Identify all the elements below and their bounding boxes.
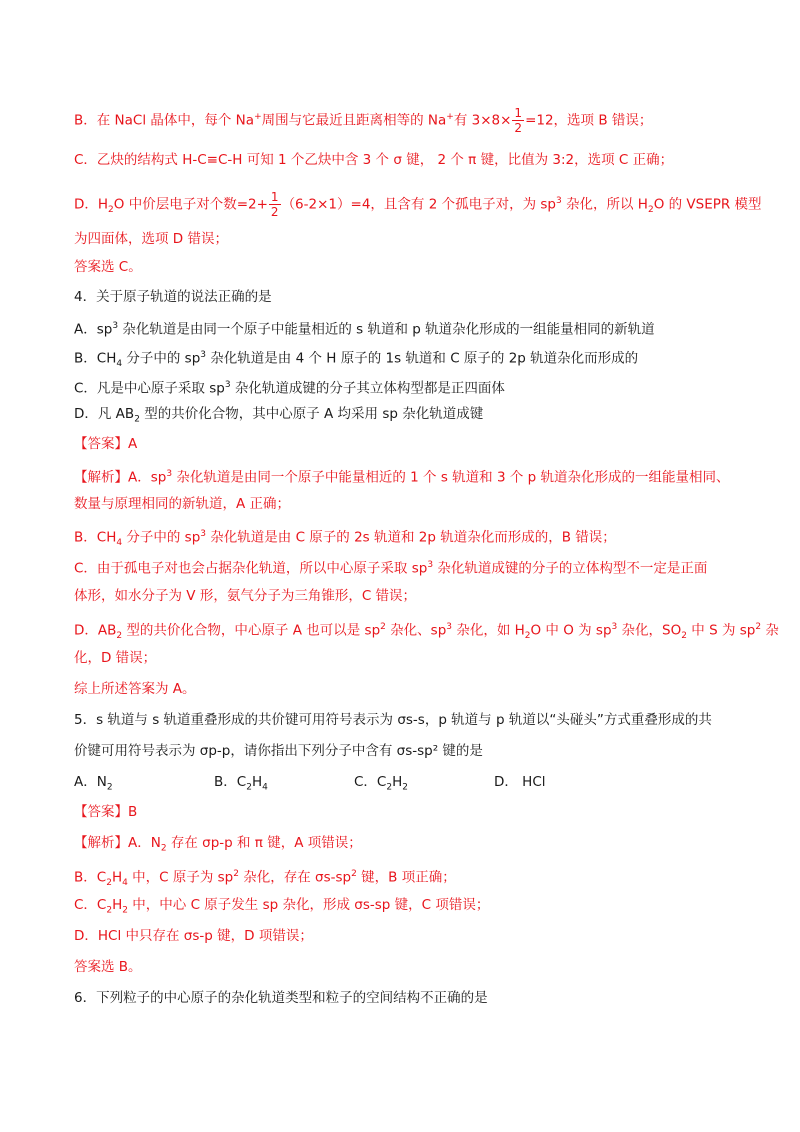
q5-options [74,772,546,798]
q5-explanation-a: 【解析】A．$N_2$ 存在 σp-p 和 π 键，A 项错误； [74,835,362,854]
q3-option-c-explanation: C．乙炔的结构式 H-C≡C-H 可知 1 个乙炔中含 3 个 σ 键， 2 个 π 键，比值为 3:2，选项 C 正确； [74,152,674,168]
q3-option-b-explanation: B．在 NaCl 晶体中，每个 Na+周围与它最近且距离相等的 Na+有 3×8× $\frac{1}{2}$ =12，选项 B 错误； [74,106,653,135]
q5-explanation-d: D．HCl 中只存在 σs-p 键，D 项错误； [74,928,313,944]
q5-option-b: B．$C_2H_4$ [214,774,268,793]
q5-option-d: D． HCl [494,774,546,790]
q5-stem: 5．s 轨道与 s 轨道重叠形成的共价键可用符号表示为 σs-s，p 轨道与 p 轨道以“头碰头”方式重叠形成的共 [74,712,712,728]
q3-option-d-explanation: D．$H_2O$ 中价层电子对个数=2+ $\frac{1}{2}$ （6-2×1）=4，且含有 2 个孤电子对，为 $sp^3$ 杂化，所以 $H_2O$ 的 VSEPR 模型 [74,190,762,219]
q4-explanation-d-cont: 化，D 错误； [74,650,157,666]
q5-answer-line: 答案选 B。 [74,959,142,975]
q4-explanation-b: B．$CH_4$ 分子中的 $sp^3$ 杂化轨道是由 C 原子的 2s 轨道和 2p 轨道杂化而形成的，B 错误； [74,529,616,549]
q4-answer: 【答案】A [74,436,138,452]
q4-summary: 综上所述答案为 A。 [74,681,196,697]
q4-explanation-c-cont: 体形，如水分子为 V 形，氨气分子为三角锥形，C 错误； [74,588,417,604]
q4-explanation-c: C．由于孤电子对也会占据杂化轨道，所以中心原子采取 $sp^3$ 杂化轨道成键的分子的立体构型不一定是正面 [74,560,708,577]
q3-option-d-explanation-cont: 为四面体，选项 D 错误； [74,231,228,247]
q5-explanation-b: B．$C_2H_4$ 中，C 原子为 $sp^2$ 杂化，存在 $\sigma s-sp^2$ 键，B 项正确； [74,869,456,889]
q4-option-b: B．$CH_4$ 分子中的 $sp^3$ 杂化轨道是由 4 个 H 原子的 1s 轨道和 C 原子的 2p 轨道杂化而形成的 [74,350,639,370]
q5-answer: 【答案】B [74,804,138,820]
q5-explanation-c: C．$C_2H_2$ 中，中心 C 原子发生 sp 杂化，形成 σs-sp 键，C 项错误； [74,897,490,916]
q4-option-a: A．$sp^3$ 杂化轨道是由同一个原子中能量相近的 s 轨道和 p 轨道杂化形成的一组能量相同的新轨道 [74,321,655,338]
q4-explanation-a-cont: 数量与原理相同的新轨道，A 正确； [74,496,291,512]
q4-option-d: D．凡 $AB_2$ 型的共价化合物，其中心原子 A 均采用 sp 杂化轨道成键 [74,406,484,425]
q4-explanation-a: 【解析】A．$sp^3$ 杂化轨道是由同一个原子中能量相近的 1 个 s 轨道和 3 个 p 轨道杂化形成的一组能量相同、 [74,469,730,486]
q4-option-c: C．凡是中心原子采取 $sp^3$ 杂化轨道成键的分子其立体构型都是正四面体 [74,380,505,397]
q5-option-c: C．$C_2H_2$ [354,774,408,793]
q5-option-a: A．$N_2$ [74,774,113,793]
fraction-one-half: $\frac{1}{2}$ [514,106,523,135]
q4-stem: 4．关于原子轨道的说法正确的是 [74,289,272,305]
q6-stem: 6．下列粒子的中心原子的杂化轨道类型和粒子的空间结构不正确的是 [74,990,488,1006]
fraction-one-half: $\frac{1}{2}$ [270,190,279,219]
q3-answer: 答案选 C。 [74,259,142,275]
q5-stem-cont: 价键可用符号表示为 σp-p，请你指出下列分子中含有 σs-sp² 键的是 [74,743,483,759]
q4-explanation-d: D．$AB_2$ 型的共价化合物，中心原子 A 也可以是 $sp^2$ 杂化、$sp^3$ 杂化，如 $H_2O$ 中 O 为 $sp^3$ 杂化，$SO_2$ 中 S 为 $sp^2$ 杂 [74,622,779,642]
